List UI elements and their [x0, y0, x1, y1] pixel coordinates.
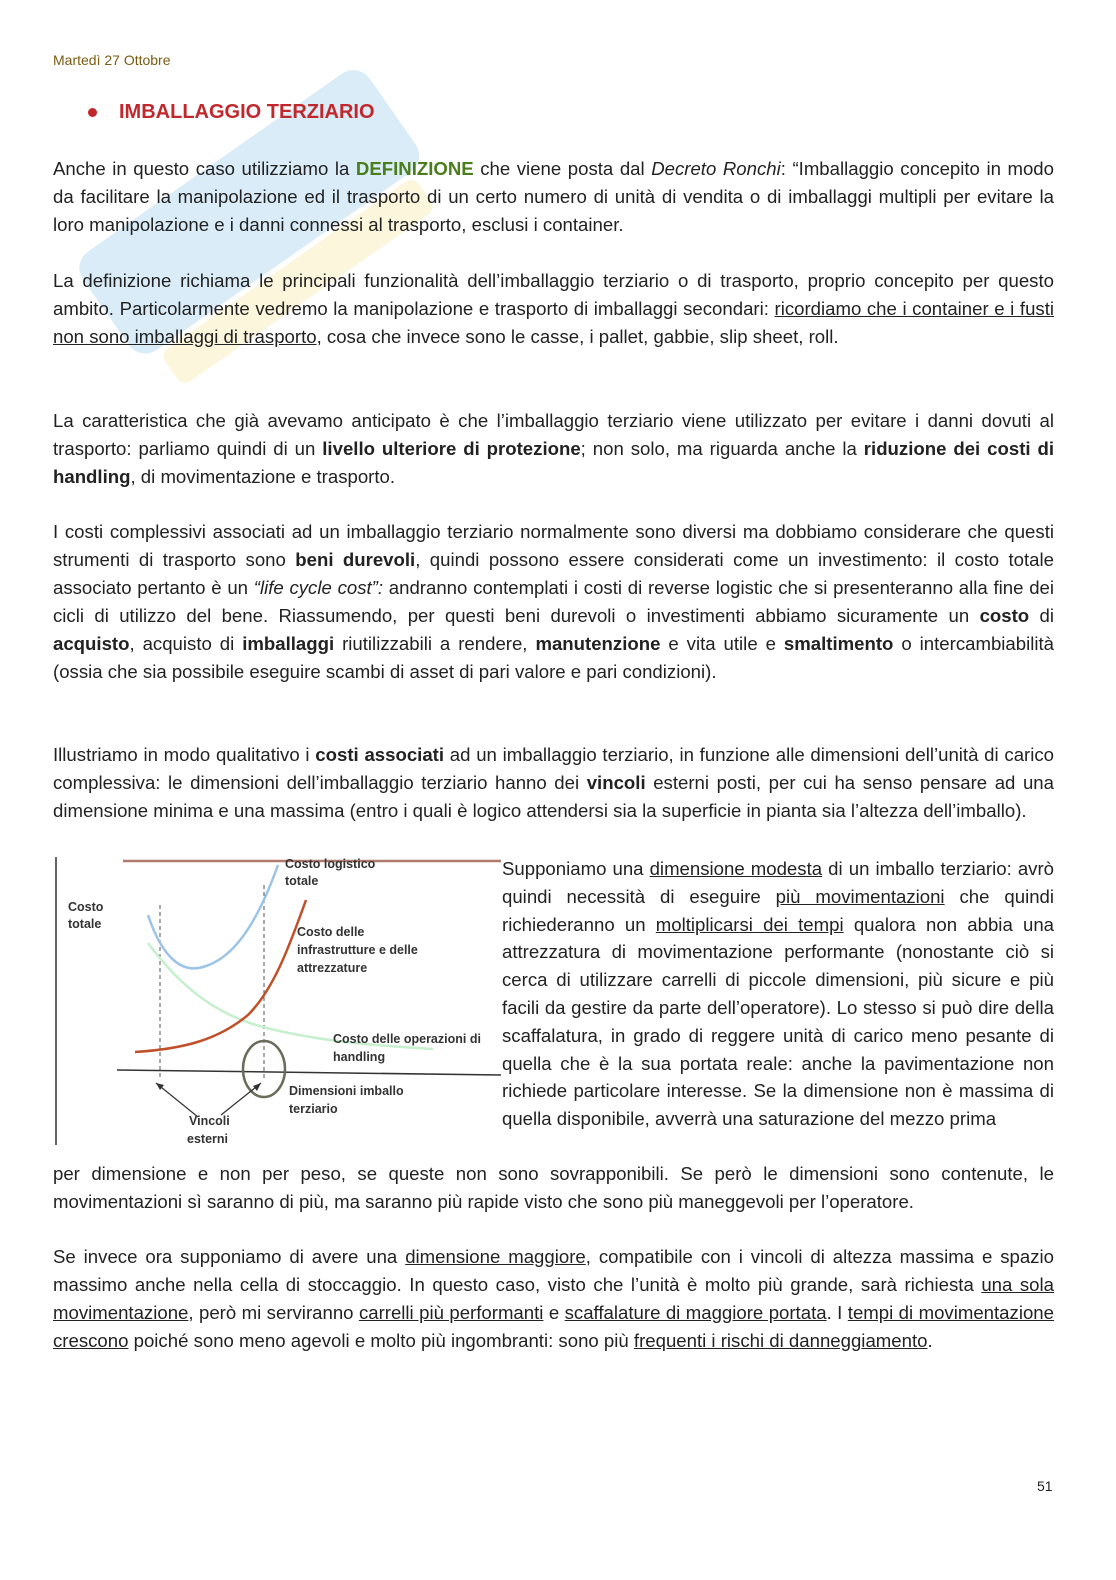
header-date: Martedì 27 Ottobre [53, 52, 171, 68]
paragraph-small-dimension: Supponiamo una dimensione modesta di un imballo terziario: avrò quindi necessità di eseguire più movimentazioni che quindi richiederanno un moltiplicarsi dei tempi qualora non abbia una attrezzatura di movimentazione performante (nonostante ciò si cerca di utilizzare carrelli di piccole dimensioni, più sicure e più facili da gestire da parte dell’operatore). Lo stesso si può dire della scaffalatura, in grado di reggere unità di carico meno pesante di quella che è la sua portata reale: anche la pavimentazione non richiede particolare interesse. Se la dimensione non è massima di quella disponibile, avverrà una saturazione del mezzo prima [502, 858, 1055, 1130]
page-number: 51 [1037, 1478, 1053, 1494]
label-handling-line1: Costo delle operazioni di [333, 1032, 481, 1046]
label-dimensions-line1: Dimensioni imballo [289, 1084, 404, 1098]
label-total-line1: Costo logistico [285, 857, 376, 871]
paragraph-functions: La definizione richiama le principali funzionalità dell’imballaggio terziario o di trasporto, proprio concepito per questo ambito. Particolarmente vedremo la manipolazione e trasporto di imballaggi secondari: ricordiamo che i container e i fusti non sono imballaggi di trasporto, cosa che invece sono le casse, i pallet, gabbie, slip sheet, roll. [53, 270, 1055, 347]
label-vincoli-line1: Vincoli [189, 1114, 230, 1128]
label-vincoli-line2: esterni [187, 1132, 228, 1146]
paragraph-qualitative: Illustriamo in modo qualitativo i costi associati ad un imballaggio terziario, in funzione alle dimensioni dell’unità di carico complessiva: le dimensioni dell’imballaggio terziario hanno dei vincoli esterni posti, per cui ha senso pensare ad una dimensione minima e una massima (entro i quali è logico attendersi sia la superficie in pianta sia l’altezza dell’imballo). [53, 744, 1054, 821]
arrowhead-right [253, 1083, 261, 1091]
label-handling-line2: handling [333, 1050, 386, 1064]
paragraph-large-dimension: Se invece ora supponiamo di avere una dimensione maggiore, compatibile con i vincoli di altezza massima e spazio massimo anche nella cella di stoccaggio. In questo caso, visto che l’unità è molto più grande, sarà richiesta una sola movimentazione, però mi serviranno carrelli più performanti e scaffalature di maggiore portata. I tempi di movimentazione crescono poiché sono meno agevoli e molto più ingombranti: sono più frequenti i rischi di danneggiamento. [53, 1246, 1054, 1351]
section-title-text: IMBALLAGGIO TERZIARIO [119, 101, 375, 123]
series-total-cost [148, 865, 278, 968]
bullet-icon [88, 108, 97, 117]
label-infra-line3: attrezzature [297, 961, 368, 975]
paragraph-small-dimension-cont: per dimensione e non per peso, se queste non sono sovrapponibili. Se però le dimensioni sono contenute, le movimentazioni sì saranno di più, ma saranno più rapide visto che sono più maneggevoli per l’operatore. [53, 1163, 1054, 1212]
paragraph-costs: I costi complessivi associati ad un imballaggio terziario normalmente sono diversi ma dobbiamo considerare che questi strumenti di trasporto sono beni durevoli, quindi possono essere considerati come un investimento: il costo totale associato pertanto è un “life cycle cost”: andranno contemplati i costi di reverse logistic che si presenteranno alla fine dei cicli di utilizzo del bene. Riassumendo, per questi beni durevoli o investimenti abbiamo sicuramente un costo di acquisto, acquisto di imballaggi riutilizzabili a rendere, manutenzione e vita utile e smaltimento o intercambiabilità (ossia che sia possibile eseguire scambi di asset di pari valore e pari condizioni). [53, 521, 1055, 682]
arrow-left [156, 1083, 198, 1117]
label-infra-line2: infrastrutture e delle [297, 943, 418, 957]
section-title [88, 101, 375, 124]
label-infra-line1: Costo delle [297, 925, 365, 939]
label-dimensions-line2: terziario [289, 1102, 338, 1116]
paragraph-protection: La caratteristica che già avevamo anticipato è che l’imballaggio terziario viene utilizzato per evitare i danni dovuti al trasporto: parliamo quindi di un livello ulteriore di protezione; non solo, ma riguarda anche la riduzione dei costi di handling, di movimentazione e trasporto. [53, 410, 1054, 487]
cost-chart [53, 855, 503, 1150]
x-axis [117, 1070, 501, 1075]
paragraph-definition: Anche in questo caso utilizziamo la DEFINIZIONE che viene posta dal Decreto Ronchi: “Imballaggio concepito in modo da facilitare la manipolazione ed il trasporto di un certo numero di unità di vendita o di imballaggi multipli per evitare la loro manipolazione e i danni connessi al trasporto, esclusi i container. [53, 158, 1054, 235]
series-infrastructure-cost [135, 900, 306, 1052]
ylabel-line1: Costo [68, 900, 104, 914]
label-total-line2: totale [285, 874, 319, 888]
ylabel-line2: totale [68, 917, 102, 931]
